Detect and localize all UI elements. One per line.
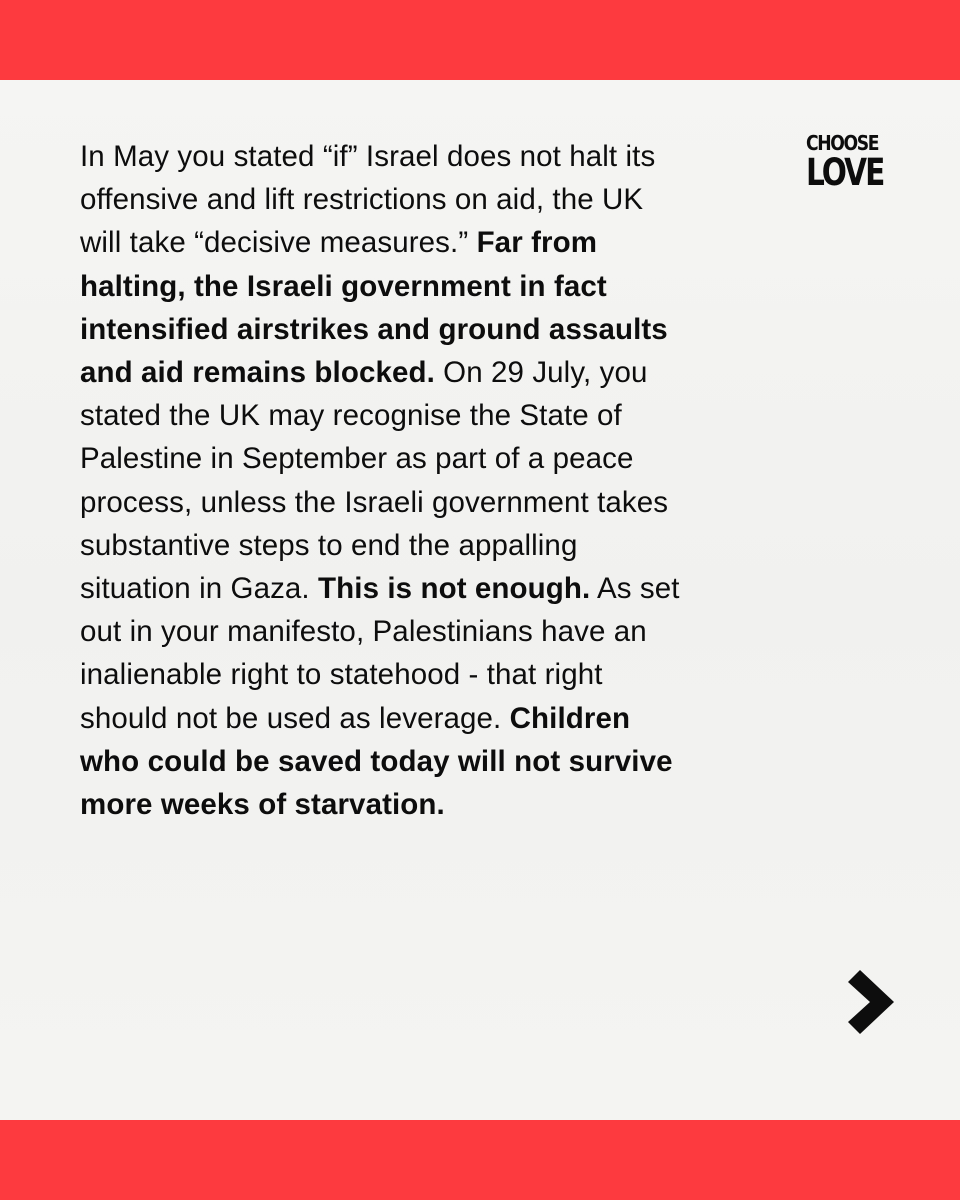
paragraph-segment: On 29 July, you stated the UK may recognise the State of Palestine in September as part of a peace process, unless the Israeli government takes substantive steps to end the appalling situation in Gaza. — [80, 356, 669, 606]
paragraph-segment: As set out in your manifesto, Palestinians have an inalienable right to statehood - that right should not be used as leverage. — [80, 572, 680, 735]
logo-line-love: LOVE — [806, 151, 884, 194]
top-red-band — [0, 0, 960, 80]
paragraph-emphasis: Far from halting, the Israeli government in fact intensified airstrikes and ground assaults and aid remains blocked. — [80, 226, 668, 390]
paragraph-segment: In May you stated “if” Israel does not halt its offensive and lift restrictions on aid, the UK will take “decisive measures.” — [80, 140, 656, 260]
paragraph-emphasis: This is not enough. — [318, 572, 591, 606]
choose-love-logo — [806, 132, 886, 192]
letter-paragraph — [80, 135, 680, 826]
bottom-red-band — [0, 1120, 960, 1200]
chevron-right-icon[interactable] — [844, 968, 896, 1036]
paragraph-emphasis: Children who could be saved today will not survive more weeks of starvation. — [80, 701, 673, 822]
logo-line-choose: CHOOSE — [806, 131, 879, 155]
